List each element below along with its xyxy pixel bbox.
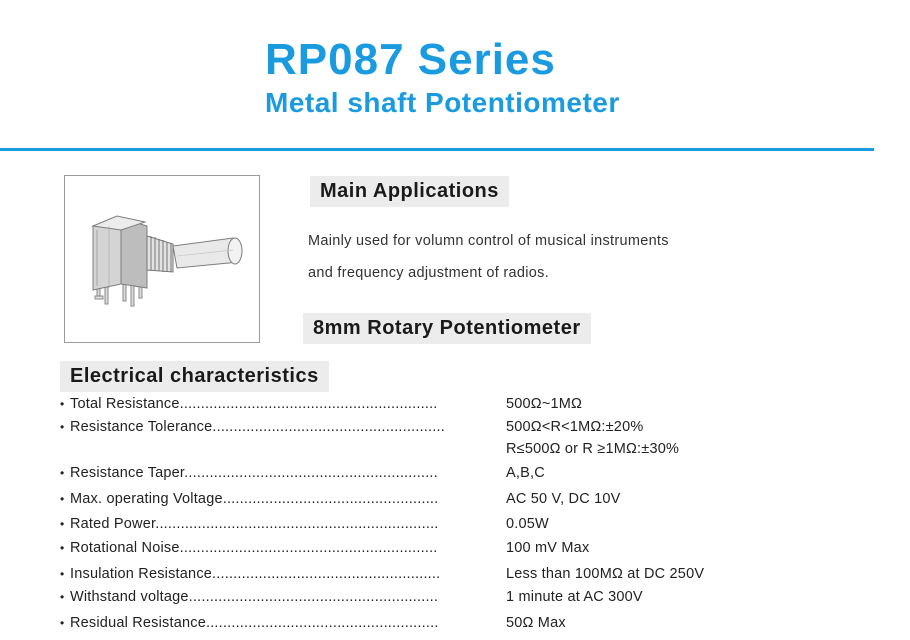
spec-value: 100 mV Max [506, 540, 590, 556]
spec-value: A,B,C [506, 465, 545, 481]
spec-label: Insulation Resistance...................................................... [70, 566, 441, 582]
spec-value: 1 minute at AC 300V [506, 589, 643, 605]
spec-label: Max. operating Voltage................................................... [70, 491, 439, 507]
bullet-icon: • [60, 567, 65, 581]
spec-value: Less than 100MΩ at DC 250V [506, 566, 705, 582]
spec-label: Withstand voltage........................................................... [70, 589, 439, 605]
applications-line-1: Mainly used for volumn control of musical instruments [308, 233, 669, 249]
applications-line-2: and frequency adjustment of radios. [308, 265, 550, 281]
spec-label: Rotational Noise............................................................. [70, 540, 438, 556]
spec-value: AC 50 V, DC 10V [506, 491, 621, 507]
electrical-characteristics-heading: Electrical characteristics [60, 361, 329, 392]
bullet-icon: • [60, 541, 65, 555]
page-subtitle: Metal shaft Potentiometer [265, 87, 620, 118]
product-image-frame [64, 175, 260, 343]
bullet-icon: • [60, 397, 65, 411]
bullet-icon: • [60, 492, 65, 506]
spec-label: Residual Resistance....................................................... [70, 615, 439, 631]
spec-label: Resistance Tolerance....................................................... [70, 419, 445, 435]
header-divider [0, 148, 874, 151]
spec-value: 500Ω~1MΩ [506, 396, 583, 412]
spec-label: Total Resistance............................................................. [70, 396, 438, 412]
spec-label: Resistance Taper............................................................ [70, 465, 438, 481]
product-type-heading: 8mm Rotary Potentiometer [303, 313, 591, 344]
spec-label: Rated Power................................................................... [70, 516, 439, 532]
bullet-icon: • [60, 590, 65, 604]
bullet-icon: • [60, 517, 65, 531]
spec-value-secondary: R≤500Ω or R ≥1MΩ:±30% [506, 441, 680, 457]
bullet-icon: • [60, 420, 65, 434]
bullet-icon: • [60, 466, 65, 480]
spec-value: 50Ω Max [506, 615, 566, 631]
page-title: RP087 Series [265, 35, 556, 84]
main-applications-heading: Main Applications [310, 176, 509, 207]
bullet-icon: • [60, 616, 65, 630]
spec-value: 0.05W [506, 516, 549, 532]
potentiometer-illustration [65, 176, 259, 342]
spec-value: 500Ω<R<1MΩ:±20% [506, 419, 644, 435]
